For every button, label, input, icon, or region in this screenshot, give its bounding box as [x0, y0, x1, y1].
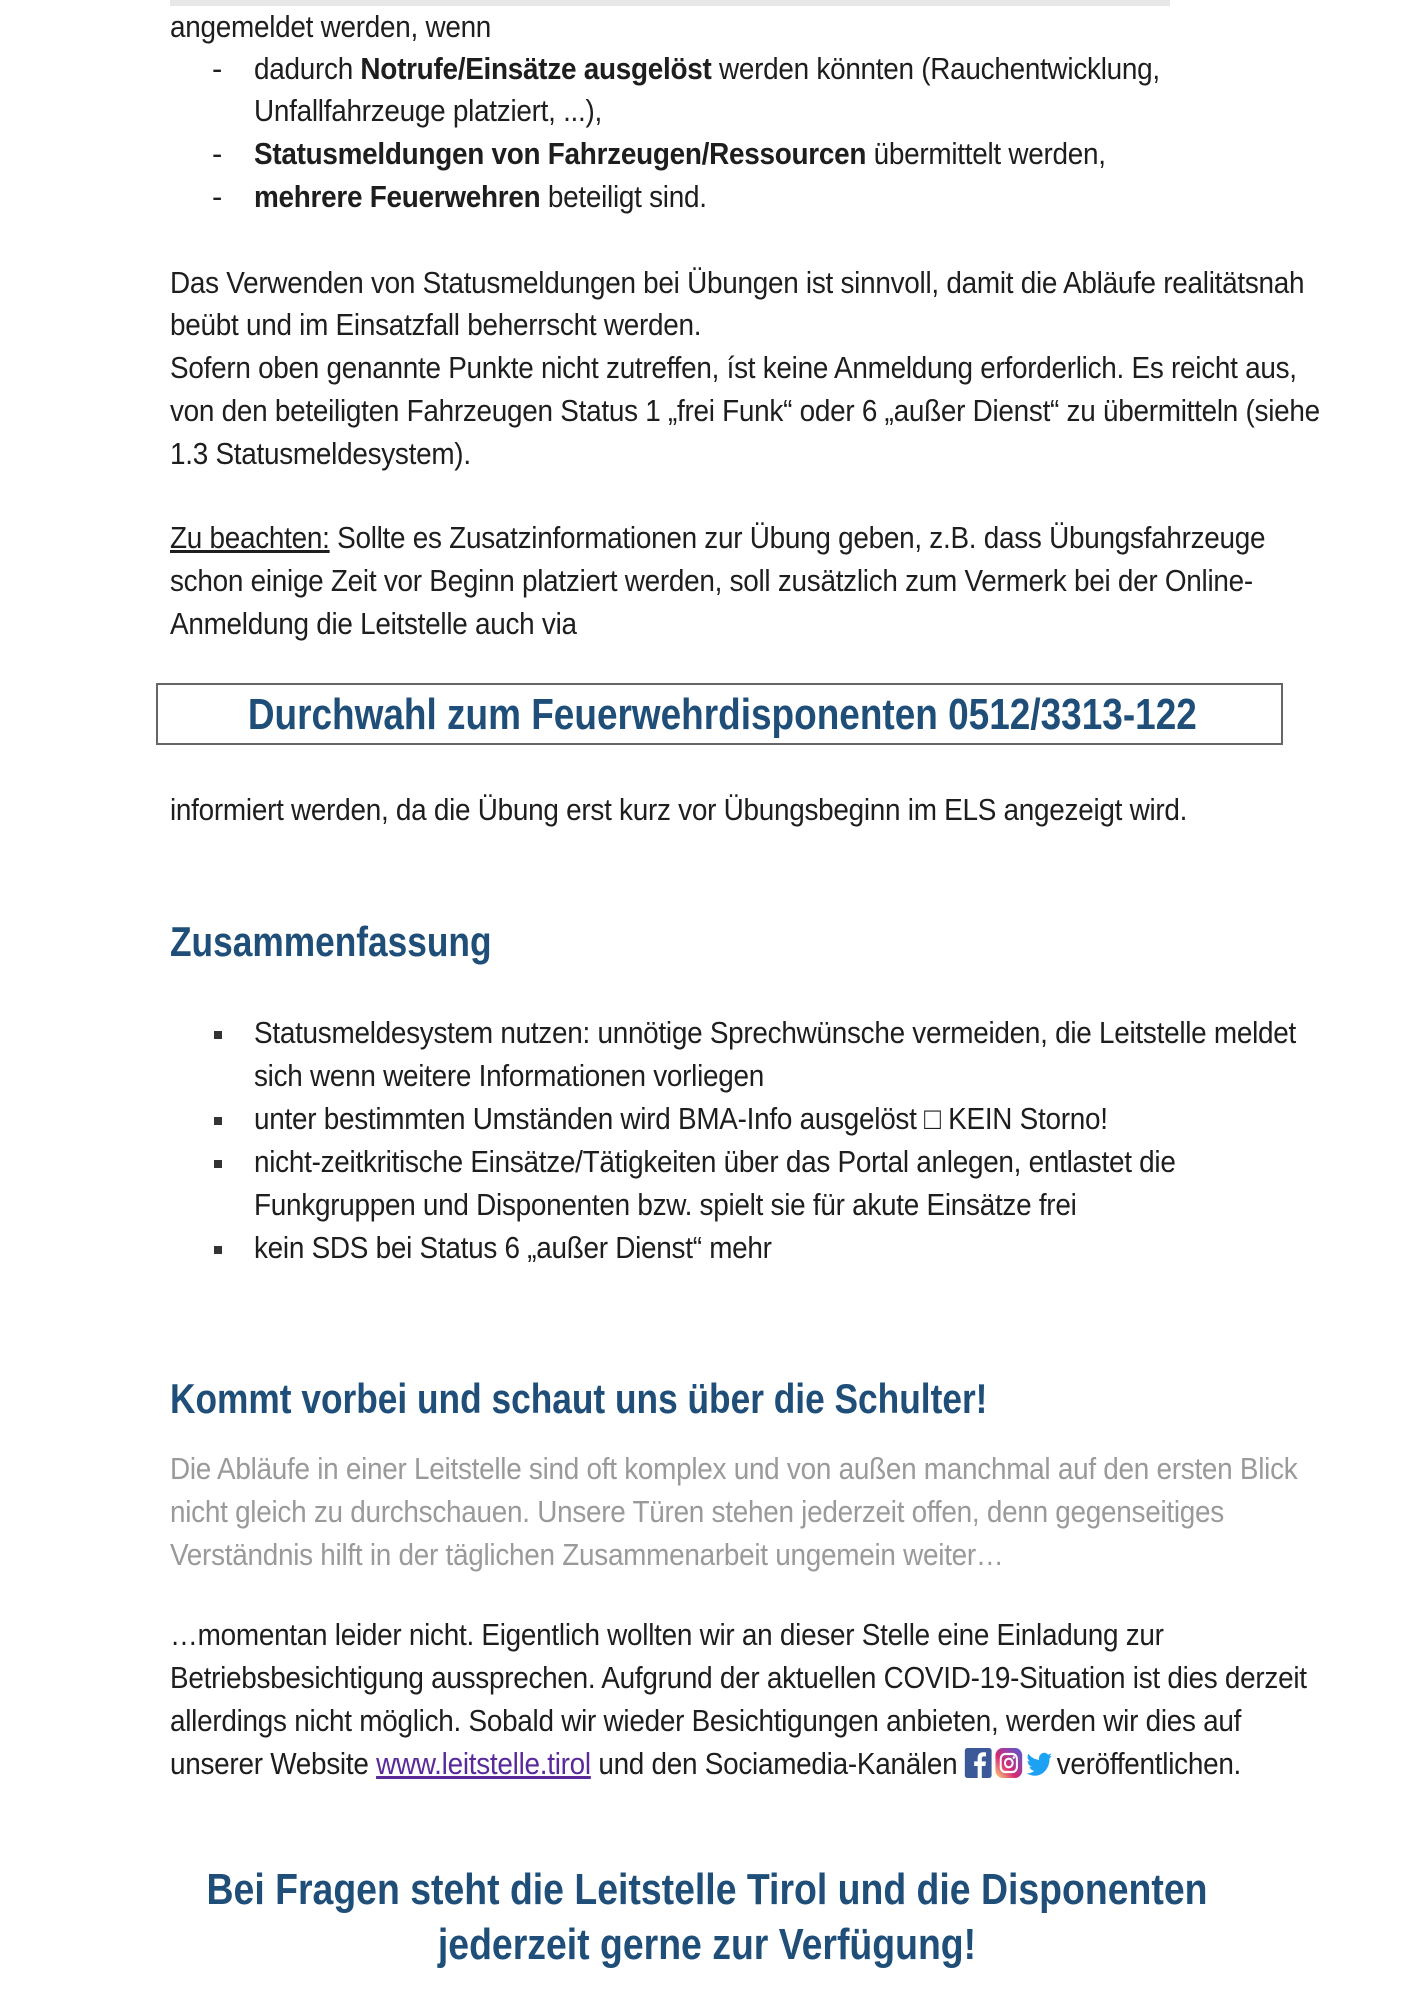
visit-grey-line: nicht gleich zu durchschauen. Unsere Türen stehen jederzeit offen, denn gegenseitiges [170, 1494, 1224, 1529]
facebook-icon[interactable] [965, 1746, 992, 1780]
summary-item: kein SDS bei Status 6 „außer Dienst“ mehr [254, 1230, 772, 1265]
bullet-square [214, 1246, 222, 1254]
summary-item: unter bestimmten Umständen wird BMA-Info ausgelöst □ KEIN Storno! [254, 1101, 1108, 1136]
summary-item: Statusmeldesystem nutzen: unnötige Sprechwünsche vermeiden, die Leitstelle meldet [254, 1015, 1297, 1050]
bullet-dash: - [212, 179, 223, 214]
intro-bullet-1-cont: Unfallfahrzeuge platziert, ...), [254, 93, 603, 128]
closing-line: Bei Fragen steht die Leitstelle Tirol und die Disponenten [206, 1865, 1208, 1914]
visit-line: …momentan leider nicht. Eigentlich wollten wir an dieser Stelle eine Einladung zur [170, 1617, 1164, 1652]
note-label: Zu beachten: [170, 520, 330, 555]
note-line: Anmeldung die Leitstelle auch via [170, 606, 577, 641]
instagram-icon[interactable] [995, 1746, 1022, 1780]
visit-grey-line: Die Abläufe in einer Leitstelle sind oft komplex und von außen manchmal auf den ersten Blick [170, 1451, 1298, 1486]
visit-heading: Kommt vorbei und schaut uns über die Schulter! [170, 1375, 988, 1422]
twitter-icon[interactable] [1026, 1746, 1053, 1780]
para1-line: Sofern oben genannte Punkte nicht zutreffen, íst keine Anmeldung erforderlich. Es reicht aus, [170, 350, 1297, 385]
intro-bullet-1: dadurch Notrufe/Einsätze ausgelöst werden könnten (Rauchentwicklung, [254, 51, 1160, 86]
para1-line: von den beteiligten Fahrzeugen Status 1 „frei Funk“ oder 6 „außer Dienst“ zu übermitteln (siehe [170, 393, 1320, 428]
summary-item: nicht-zeitkritische Einsätze/Tätigkeiten über das Portal anlegen, entlastet die [254, 1144, 1176, 1179]
para1-line: beübt und im Einsatzfall beherrscht werden. [170, 307, 702, 342]
summary-item-cont: sich wenn weitere Informationen vorliegen [254, 1058, 765, 1093]
bullet-square [214, 1031, 222, 1039]
intro-line: angemeldet werden, wenn [170, 9, 492, 44]
bullet-square [214, 1160, 222, 1168]
website-link[interactable]: www.leitstelle.tirol [376, 1746, 591, 1781]
note-line: Zu beachten: Sollte es Zusatzinformationen zur Übung geben, z.B. dass Übungsfahrzeuge [170, 520, 1266, 555]
visit-grey-line: Verständnis hilft in der täglichen Zusammenarbeit ungemein weiter… [170, 1537, 1004, 1572]
note-line: schon einige Zeit vor Beginn platziert werden, soll zusätzlich zum Vermerk bei der Online- [170, 563, 1253, 598]
visit-line: allerdings nicht möglich. Sobald wir wieder Besichtigungen anbieten, werden wir dies auf [170, 1703, 1242, 1738]
summary-heading: Zusammenfassung [170, 918, 492, 965]
bullet-square [214, 1117, 222, 1125]
intro-bullet-3: mehrere Feuerwehren beteiligt sind. [254, 179, 707, 214]
phone-box-text: Durchwahl zum Feuerwehrdisponenten 0512/3313-122 [247, 690, 1197, 739]
visit-line-last: unserer Website www.leitstelle.tirol und den Sociamedia-Kanälen veröffentlichen. [170, 1746, 1242, 1781]
para1-line: 1.3 Statusmeldesystem). [170, 436, 471, 471]
summary-item-cont: Funkgruppen und Disponenten bzw. spielt sie für akute Einsätze frei [254, 1187, 1077, 1222]
intro-bullet-2: Statusmeldungen von Fahrzeugen/Ressourcen übermittelt werden, [254, 136, 1106, 171]
bullet-dash: - [212, 51, 223, 86]
after-box-text: informiert werden, da die Übung erst kurz vor Übungsbeginn im ELS angezeigt wird. [170, 792, 1188, 827]
visit-line: Betriebsbesichtigung aussprechen. Aufgrund der aktuellen COVID-19-Situation ist dies derzeit [170, 1660, 1307, 1695]
phone-box [156, 683, 1283, 745]
closing-line: jederzeit gerne zur Verfügung! [437, 1920, 977, 1969]
bullet-dash: - [212, 136, 223, 171]
para1-line: Das Verwenden von Statusmeldungen bei Übungen ist sinnvoll, damit die Abläufe realitätsnah [170, 265, 1305, 300]
